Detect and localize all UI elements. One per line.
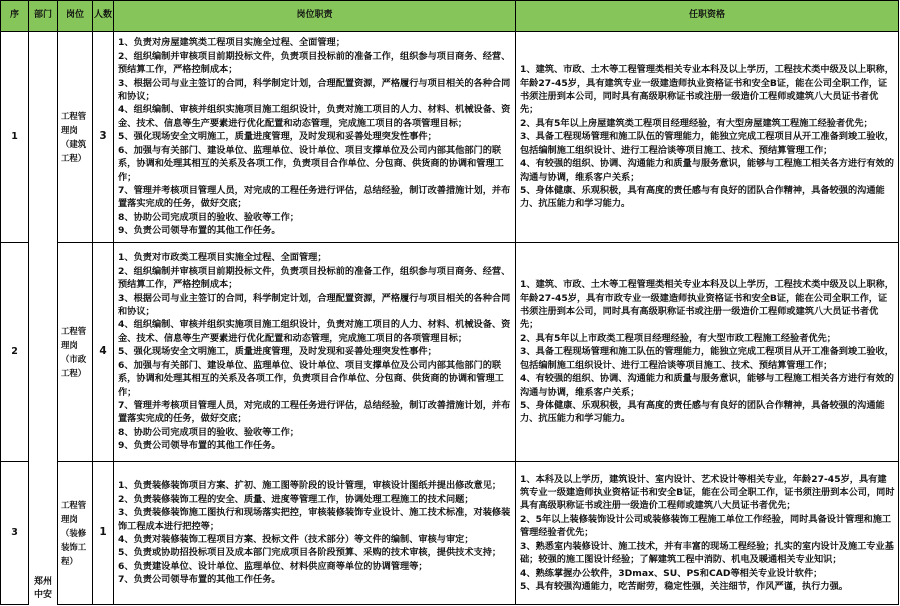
row-duties <box>114 243 516 462</box>
requirement-item: 4、有较强的组织、协调、沟通能力和质量与服务意识，能够与工程施工相关各方进行有效的沟通与协调，维系客户关系； <box>520 158 894 183</box>
duty-item: 5、强化现场安全文明施工，质量进度管理，及时发现和妥善处理突发性事件； <box>118 346 437 358</box>
header-position-label: 岗位 <box>65 10 84 21</box>
requirement-item: 4、有较强的组织、协调、沟通能力和质量与服务意识，能够与工程施工相关各方进行有效的沟通与协调，维系客户关系； <box>520 373 894 398</box>
header-seq <box>1 1 29 32</box>
header-seq-label: 序 <box>9 10 19 21</box>
duty-item: 7、负责公司领导布置的其他工作任务。 <box>118 574 281 586</box>
row-seq-label: 1 <box>11 131 18 143</box>
requirement-item: 3、熟悉室内装修设计、施工技术，并有丰富的现场工程经验；扎实的室内设计及施工专业基础；较强的施工图设计经验；了解建筑工程中消防、机电及暖通相关专业知识； <box>520 540 894 566</box>
header-position <box>58 1 93 32</box>
requirement-item: 3、具备工程现场管理和施工队伍的管理能力，能独立完成工程项目从开工准备到竣工验收，包括编制施工组织设计、进行工程洽谈等项目施工、技术、预结算管理工作； <box>520 131 894 156</box>
duty-item: 4、负责对装修装饰工程项目方案、投标文件（技术部分）等文件的编制、审核与审定； <box>118 534 474 545</box>
duty-item: 3、根据公司与业主签订的合同，科学制定计划，合理配置资源，严格履行与项目相关的各种合同和协议； <box>118 77 511 103</box>
row-seq-label: 2 <box>11 346 18 358</box>
requirement-item: 4、熟练掌握办公软件，3Dmax、SU、PS和CAD等相关专业设计软件； <box>520 567 823 579</box>
header-duties <box>114 1 516 32</box>
row-requirements <box>516 462 899 605</box>
requirement-item: 2、具有5年以上房屋建筑类工程项目经理经验，有大型房屋建筑工程施工经验者优先； <box>520 117 873 129</box>
duty-item: 1、负责装修装饰项目方案、扩初、施工图等阶段的设计管理，审核设计图纸并提出修改意见； <box>118 480 502 492</box>
row-seq <box>1 32 29 243</box>
row-position <box>58 462 93 605</box>
duty-item: 7、管理并考核项目管理人员，对完成的工程任务进行评估，总结经验，制订改善措施计划，并布置落实完成的任务，做好交底； <box>118 184 511 210</box>
duty-item: 9、负责公司领导布置的其他工作任务。 <box>118 440 281 452</box>
duty-item: 8、协助公司完成项目的验收、验收等工作； <box>118 426 299 438</box>
duty-item: 7、管理并考核项目管理人员，对完成的工程任务进行评估，总结经验，制订改善措施计划，并布置落实完成的任务，做好交底； <box>118 399 511 425</box>
header-count-label: 人数 <box>93 10 112 21</box>
duty-item: 5、强化现场安全文明施工，质量进度管理，及时发现和妥善处理突发性事件； <box>118 131 437 143</box>
duties-list <box>118 251 512 452</box>
header-department <box>29 1 58 32</box>
duty-item: 4、组织编制、审核并组织实施项目施工组织设计，负责对施工项目的人力、材料、机械设备、资金、技术、信息等生产要素进行优化配置和动态管理，完成施工项目的各项管理目标； <box>118 319 511 344</box>
duty-item: 1、负责对市政类工程项目实施全过程、全面管理； <box>118 252 327 264</box>
row-position-label: 工程管理岗（建筑工程） <box>61 111 87 163</box>
requirement-item: 1、本科及以上学历，建筑设计、室内设计、艺术设计等相关专业，年龄27-45岁，具有建筑专业一级建造师执业资格证书和安全B证，能在公司全职工作，证书须注册到本公司，同时具有高级职称证书或注册一级造价工程师或建筑八大员证书者优先； <box>520 473 895 512</box>
row-requirements <box>516 243 899 462</box>
row-position-label: 工程管理岗（装修装饰工程） <box>61 500 87 566</box>
requirement-item: 2、5年以上装修装饰设计公司或装修装饰工程施工单位工作经验，同时具备设计管理和施工管理经验者优先； <box>520 513 892 539</box>
row-count-label: 3 <box>99 130 107 143</box>
row-count <box>93 32 114 243</box>
requirement-item: 2、具有5年以上市政类工程项目经理经验，有大型市政工程施工经验者优先； <box>520 332 836 344</box>
requirement-item: 1、建筑、市政、土木等工程管理类相关专业本科及以上学历，工程技术类中级及以上职称，年龄27-45岁，具有市政专业一级建造师执业资格证书和安全B证，能在公司全职工作，证书须注册到本公司，同时具有高级职称证书或注册一级造价工程师或建筑八大员证书者优先； <box>520 279 894 331</box>
duty-item: 3、根据公司与业主签订的合同，科学制定计划，合理配置资源，严格履行与项目相关的各种合同和协议； <box>118 292 511 318</box>
department-cell <box>29 32 58 605</box>
row-seq-label: 3 <box>11 527 18 539</box>
requirement-item: 1、建筑、市政、土木等工程管理类相关专业本科及以上学历，工程技术类中级及以上职称，年龄27-45岁，具有建筑专业一级建造师执业资格证书和安全B证，能在公司全职工作，证书须注册到本公司，同时具有高级职称证书或注册一级造价工程师或建筑八大员证书者优先； <box>520 64 894 116</box>
duty-item: 6、负责建设单位、设计单位、监理单位、材料供应商等单位的协调管理等； <box>118 560 428 572</box>
row-seq <box>1 462 29 605</box>
duty-item: 9、负责公司领导布置的其他工作任务。 <box>118 225 281 237</box>
header-department-label: 部门 <box>33 10 52 21</box>
duty-item: 6、加强与有关部门、建设单位、监理单位、设计单位、项目支撑单位及公司内部其他部门的联系，协调和处理其相互的关系及各项工作，负责项目合作单位、分包商、供货商的协调和管理工作； <box>118 144 504 183</box>
row-position-label: 工程管理岗（市政工程） <box>61 326 87 378</box>
row-position <box>58 243 93 462</box>
duty-item: 2、组织编制并审核项目前期投标文件，负责项目投标前的准备工作，组织参与项目商务、经营、预结算工作，严格控制成本； <box>118 50 511 76</box>
duty-item: 2、负责装修装饰工程的安全、质量、进度等管理工作，协调处理工程施工的技术问题； <box>118 493 474 505</box>
row-requirements <box>516 32 899 243</box>
duty-item: 5、负责或协助招投标项目及成本部门完成项目各阶段预算、采购的技术审核，提供技术支持； <box>118 547 502 559</box>
duty-item: 2、组织编制并审核项目前期投标文件，负责项目投标前的准备工作，组织参与项目商务、经营、预结算工作，严格控制成本； <box>118 265 511 291</box>
row-seq <box>1 243 29 462</box>
row-count-label: 4 <box>99 345 107 358</box>
header-requirements <box>516 1 899 32</box>
duty-item: 1、负责对房屋建筑类工程项目实施全过程、全面管理； <box>118 37 345 49</box>
header-count <box>93 1 114 32</box>
row-duties <box>114 462 516 605</box>
requirements-list <box>520 473 895 594</box>
duties-list <box>118 479 512 586</box>
duties-list <box>118 36 512 237</box>
header-requirements-label: 任职资格 <box>688 10 725 21</box>
header-duties-label: 岗位职责 <box>296 10 333 21</box>
requirement-item: 5、具有较强沟通能力，吃苦耐劳，稳定性强，关注细节，作风严谨，执行力强。 <box>520 580 848 592</box>
requirements-list <box>520 278 895 425</box>
requirement-item: 5、身体健康、乐观积极，具有高度的责任感与有良好的团队合作精神，具备较强的沟通能力、抗压能力和学习能力。 <box>520 399 885 425</box>
duty-item: 4、组织编制、审核并组织实施项目施工组织设计，负责对施工项目的人力、材料、机械设备、资金、技术、信息等生产要素进行优化配置和动态管理，完成施工项目的各项管理目标； <box>118 104 511 129</box>
row-position <box>58 32 93 243</box>
duty-item: 8、协助公司完成项目的验收、验收等工作； <box>118 211 299 223</box>
row-count <box>93 243 114 462</box>
row-count <box>93 462 114 605</box>
department-label: 郑州中安 <box>33 577 52 600</box>
requirement-item: 5、身体健康、乐观积极，具有高度的责任感与有良好的团队合作精神，具备较强的沟通能力、抗压能力和学习能力。 <box>520 184 885 210</box>
duty-item: 3、负责装修装饰施工图执行和现场落实把控，审核装修装饰专业设计、施工技术标准，对装修装饰工程成本进行把控等； <box>118 507 511 532</box>
duty-item: 6、加强与有关部门、建设单位、监理单位、设计单位、项目支撑单位及公司内部其他部门的联系，协调和处理其相互的关系及各项工作，负责项目合作单位、分包商、供货商的协调和管理工作； <box>118 359 504 398</box>
requirements-list <box>520 63 895 210</box>
requirement-item: 3、具备工程现场管理和施工队伍的管理能力，能独立完成工程项目从开工准备到竣工验收，包括编制施工组织设计、进行工程洽谈等项目施工、技术、预结算管理工作； <box>520 346 894 371</box>
row-duties <box>114 32 516 243</box>
row-count-label: 1 <box>99 526 107 539</box>
